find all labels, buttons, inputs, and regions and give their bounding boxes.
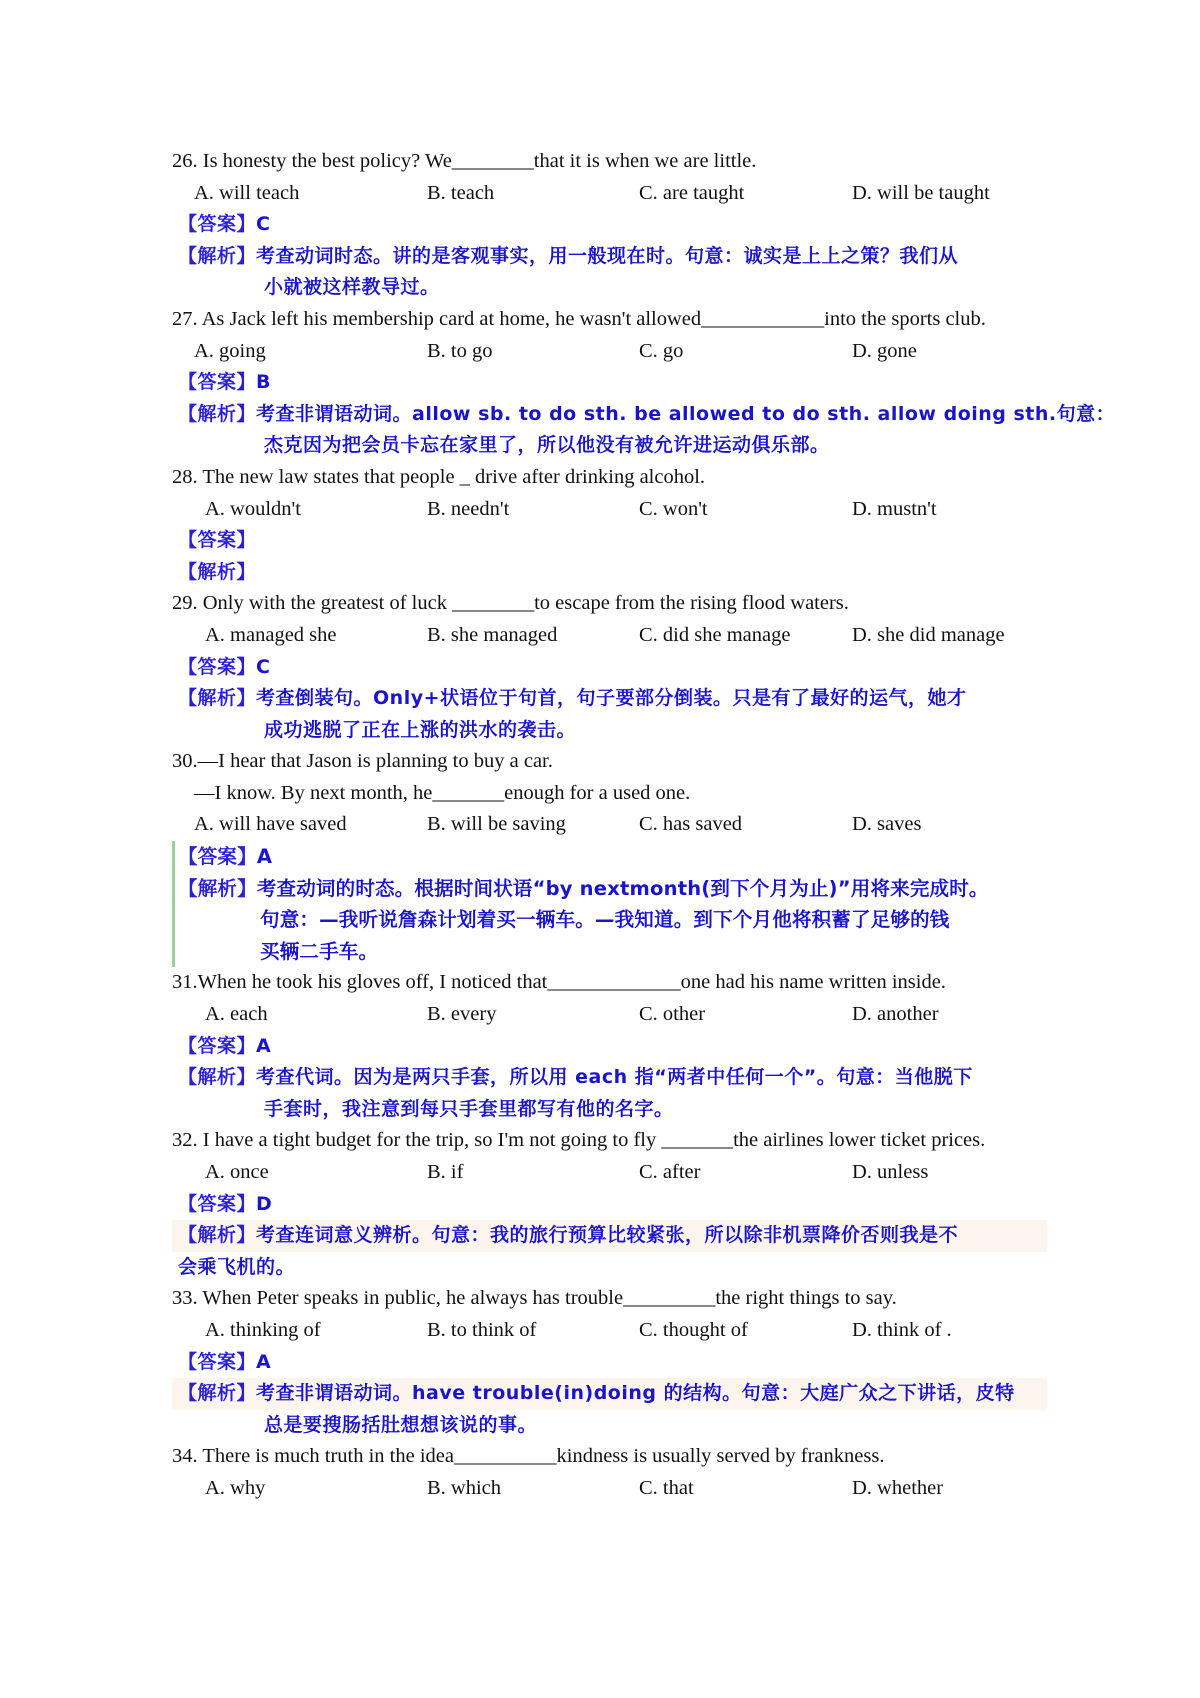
answer-line xyxy=(172,209,1047,241)
option-c: C. that xyxy=(639,1476,694,1499)
option-d: D. mustn't xyxy=(852,497,937,520)
option-d: D. she did manage xyxy=(852,623,1005,646)
explanation-continuation: 杰克因为把会员卡忘在家里了，所以他没有被允许进运动俱乐部。 xyxy=(264,434,830,457)
answer-label: 【答案】 xyxy=(178,845,257,869)
options-row xyxy=(172,1315,1047,1347)
option-b: B. to think of xyxy=(427,1318,537,1341)
explanation-label: 【解析】 xyxy=(178,1382,257,1405)
question-stem-reply: —I know. By next month, he_______enough for a used one. xyxy=(194,781,691,804)
option-a: A. why xyxy=(205,1476,266,1499)
question-stem: 34. There is much truth in the idea__________kindness is usually served by frankness. xyxy=(172,1445,885,1468)
option-b: B. to go xyxy=(427,339,493,362)
options-row xyxy=(172,809,1047,841)
explanation-line xyxy=(172,557,1047,589)
answer-label: 【答案】 xyxy=(178,1192,257,1215)
option-a: A. thinking of xyxy=(205,1318,321,1341)
explanation-continuation: 成功逃脱了正在上涨的洪水的袭击。 xyxy=(264,718,577,741)
option-c: C. go xyxy=(639,339,684,362)
option-b: B. every xyxy=(427,1003,497,1026)
explanation-label: 【解析】 xyxy=(178,687,257,710)
answer-label: 【答案】 xyxy=(178,655,257,678)
question-stem: 33. When Peter speaks in public, he always has trouble_________the right things to say. xyxy=(172,1287,897,1310)
question-29 xyxy=(172,588,1047,746)
answer-value: A xyxy=(256,1034,272,1057)
option-d: D. saves xyxy=(852,813,922,836)
answer-value: C xyxy=(256,213,271,236)
options-row xyxy=(172,1157,1047,1189)
option-d: D. will be taught xyxy=(852,181,990,204)
answer-line xyxy=(172,1347,1047,1379)
answer-label: 【答案】 xyxy=(178,371,257,394)
answer-value: D xyxy=(256,1192,273,1215)
explanation-line xyxy=(172,1220,1047,1252)
option-a: A. will have saved xyxy=(194,813,347,836)
option-d: D. another xyxy=(852,1003,939,1026)
explanation-line xyxy=(172,1062,1047,1094)
option-b: B. which xyxy=(427,1476,502,1499)
option-c: C. thought of xyxy=(639,1318,748,1341)
question-list xyxy=(172,146,1116,1505)
explanation-continuation: 句意：—我听说詹森计划着买一辆车。—我知道。到下个月他将积蓄了足够的钱 xyxy=(260,908,950,932)
answer-line xyxy=(178,841,1047,873)
explanation-text: 考查倒装句。Only+状语位于句首，句子要部分倒装。只是有了最好的运气，她才 xyxy=(256,687,967,710)
question-33 xyxy=(172,1283,1047,1441)
option-b: B. teach xyxy=(427,181,495,204)
answer-line xyxy=(172,525,1047,557)
question-stem: 27. As Jack left his membership card at home, he wasn't allowed____________into the sports club. xyxy=(172,307,986,330)
options-row xyxy=(172,1473,1047,1505)
question-26 xyxy=(172,146,1047,304)
explanation-line xyxy=(172,1378,1047,1410)
option-d: D. think of . xyxy=(852,1318,952,1341)
answer-line xyxy=(172,652,1047,684)
answer-value: B xyxy=(256,371,271,394)
explanation-label: 【解析】 xyxy=(178,560,257,583)
explanation-text: 考查非谓语动词。have trouble(in)doing 的结构。句意：大庭广众之下讲话，皮特 xyxy=(256,1382,1015,1405)
explanation-label: 【解析】 xyxy=(178,402,257,425)
option-c: C. has saved xyxy=(639,813,743,836)
question-stem: 26. Is honesty the best policy? We________that it is when we are little. xyxy=(172,150,757,172)
question-stem: 32. I have a tight budget for the trip, so I'm not going to fly _______the airlines lower ticket prices. xyxy=(172,1129,986,1152)
question-stem: 31.When he took his gloves off, I noticed that_____________one had his name written inside. xyxy=(172,971,946,994)
option-c: C. won't xyxy=(639,497,708,520)
question-31 xyxy=(172,967,1047,1125)
answer-label: 【答案】 xyxy=(178,1034,257,1057)
explanation-label: 【解析】 xyxy=(178,876,257,900)
question-stem: 29. Only with the greatest of luck ________to escape from the rising flood waters. xyxy=(172,592,849,615)
explanation-line xyxy=(172,683,1047,715)
answer-line xyxy=(172,367,1047,399)
option-a: A. managed she xyxy=(205,623,337,646)
options-row xyxy=(172,178,1047,210)
explanation-text: 考查动词时态。讲的是客观事实，用一般现在时。句意：诚实是上上之策？我们从 xyxy=(256,244,959,267)
option-c: C. are taught xyxy=(639,181,745,204)
option-b: B. will be saving xyxy=(427,813,566,836)
explanation-continuation: 手套时，我注意到每只手套里都写有他的名字。 xyxy=(264,1097,674,1120)
explanation-continuation: 买辆二手车。 xyxy=(260,939,379,963)
explanation-label: 【解析】 xyxy=(178,244,257,267)
answer-label: 【答案】 xyxy=(178,213,257,236)
question-30 xyxy=(172,746,1047,967)
option-d: D. whether xyxy=(852,1476,944,1499)
option-d: D. gone xyxy=(852,339,917,362)
question-stem: 30.—I hear that Jason is planning to buy a car. xyxy=(172,750,553,773)
option-c: C. did she manage xyxy=(639,623,791,646)
explanation-text: 考查连词意义辨析。句意：我的旅行预算比较紧张，所以除非机票降价否则我是不 xyxy=(256,1224,959,1247)
question-34 xyxy=(172,1441,1047,1504)
option-c: C. other xyxy=(639,1003,706,1026)
answer-line xyxy=(172,1031,1047,1063)
option-d: D. unless xyxy=(852,1161,929,1183)
answer-label: 【答案】 xyxy=(178,1350,257,1373)
options-row xyxy=(172,999,1047,1031)
answer-value: A xyxy=(256,845,273,869)
explanation-label: 【解析】 xyxy=(178,1224,257,1247)
option-b: B. needn't xyxy=(427,497,510,520)
question-28 xyxy=(172,462,1047,588)
explanation-text: 考查动词的时态。根据时间状语“by nextmonth(到下个月为止)”用将来完成时。 xyxy=(256,876,989,900)
options-row xyxy=(172,336,1047,368)
option-a: A. going xyxy=(194,339,266,362)
option-a: A. once xyxy=(205,1161,269,1183)
option-a: A. wouldn't xyxy=(205,497,301,520)
answer-value: C xyxy=(256,655,271,678)
option-a: A. will teach xyxy=(194,181,300,204)
options-row xyxy=(172,620,1047,652)
explanation-continuation: 总是要搜肠括肚想想该说的事。 xyxy=(264,1413,538,1436)
answer-line xyxy=(172,1189,1047,1221)
explanation-line xyxy=(172,399,1116,431)
question-27 xyxy=(172,304,1116,462)
option-c: C. after xyxy=(639,1161,701,1183)
explanation-continuation: 会乘飞机的。 xyxy=(178,1255,296,1278)
explanation-text: 考查代词。因为是两只手套，所以用 each 指“两者中任何一个”。句意：当他脱下 xyxy=(256,1066,973,1089)
option-b: B. if xyxy=(427,1161,464,1183)
explanation-line xyxy=(178,873,1047,905)
question-stem: 28. The new law states that people _ drive after drinking alcohol. xyxy=(172,465,706,488)
explanation-continuation: 小就被这样教导过。 xyxy=(264,276,440,299)
explanation-block xyxy=(172,841,1047,967)
explanation-line xyxy=(172,241,1047,273)
option-a: A. each xyxy=(205,1003,268,1026)
question-32 xyxy=(172,1125,1047,1283)
option-b: B. she managed xyxy=(427,623,558,646)
options-row xyxy=(172,494,1047,526)
answer-label: 【答案】 xyxy=(178,529,257,552)
explanation-label: 【解析】 xyxy=(178,1066,257,1089)
explanation-text: 考查非谓语动词。allow sb. to do sth. be allowed to do sth. allow doing sth.句意： xyxy=(256,402,1116,425)
answer-value: A xyxy=(256,1350,272,1373)
